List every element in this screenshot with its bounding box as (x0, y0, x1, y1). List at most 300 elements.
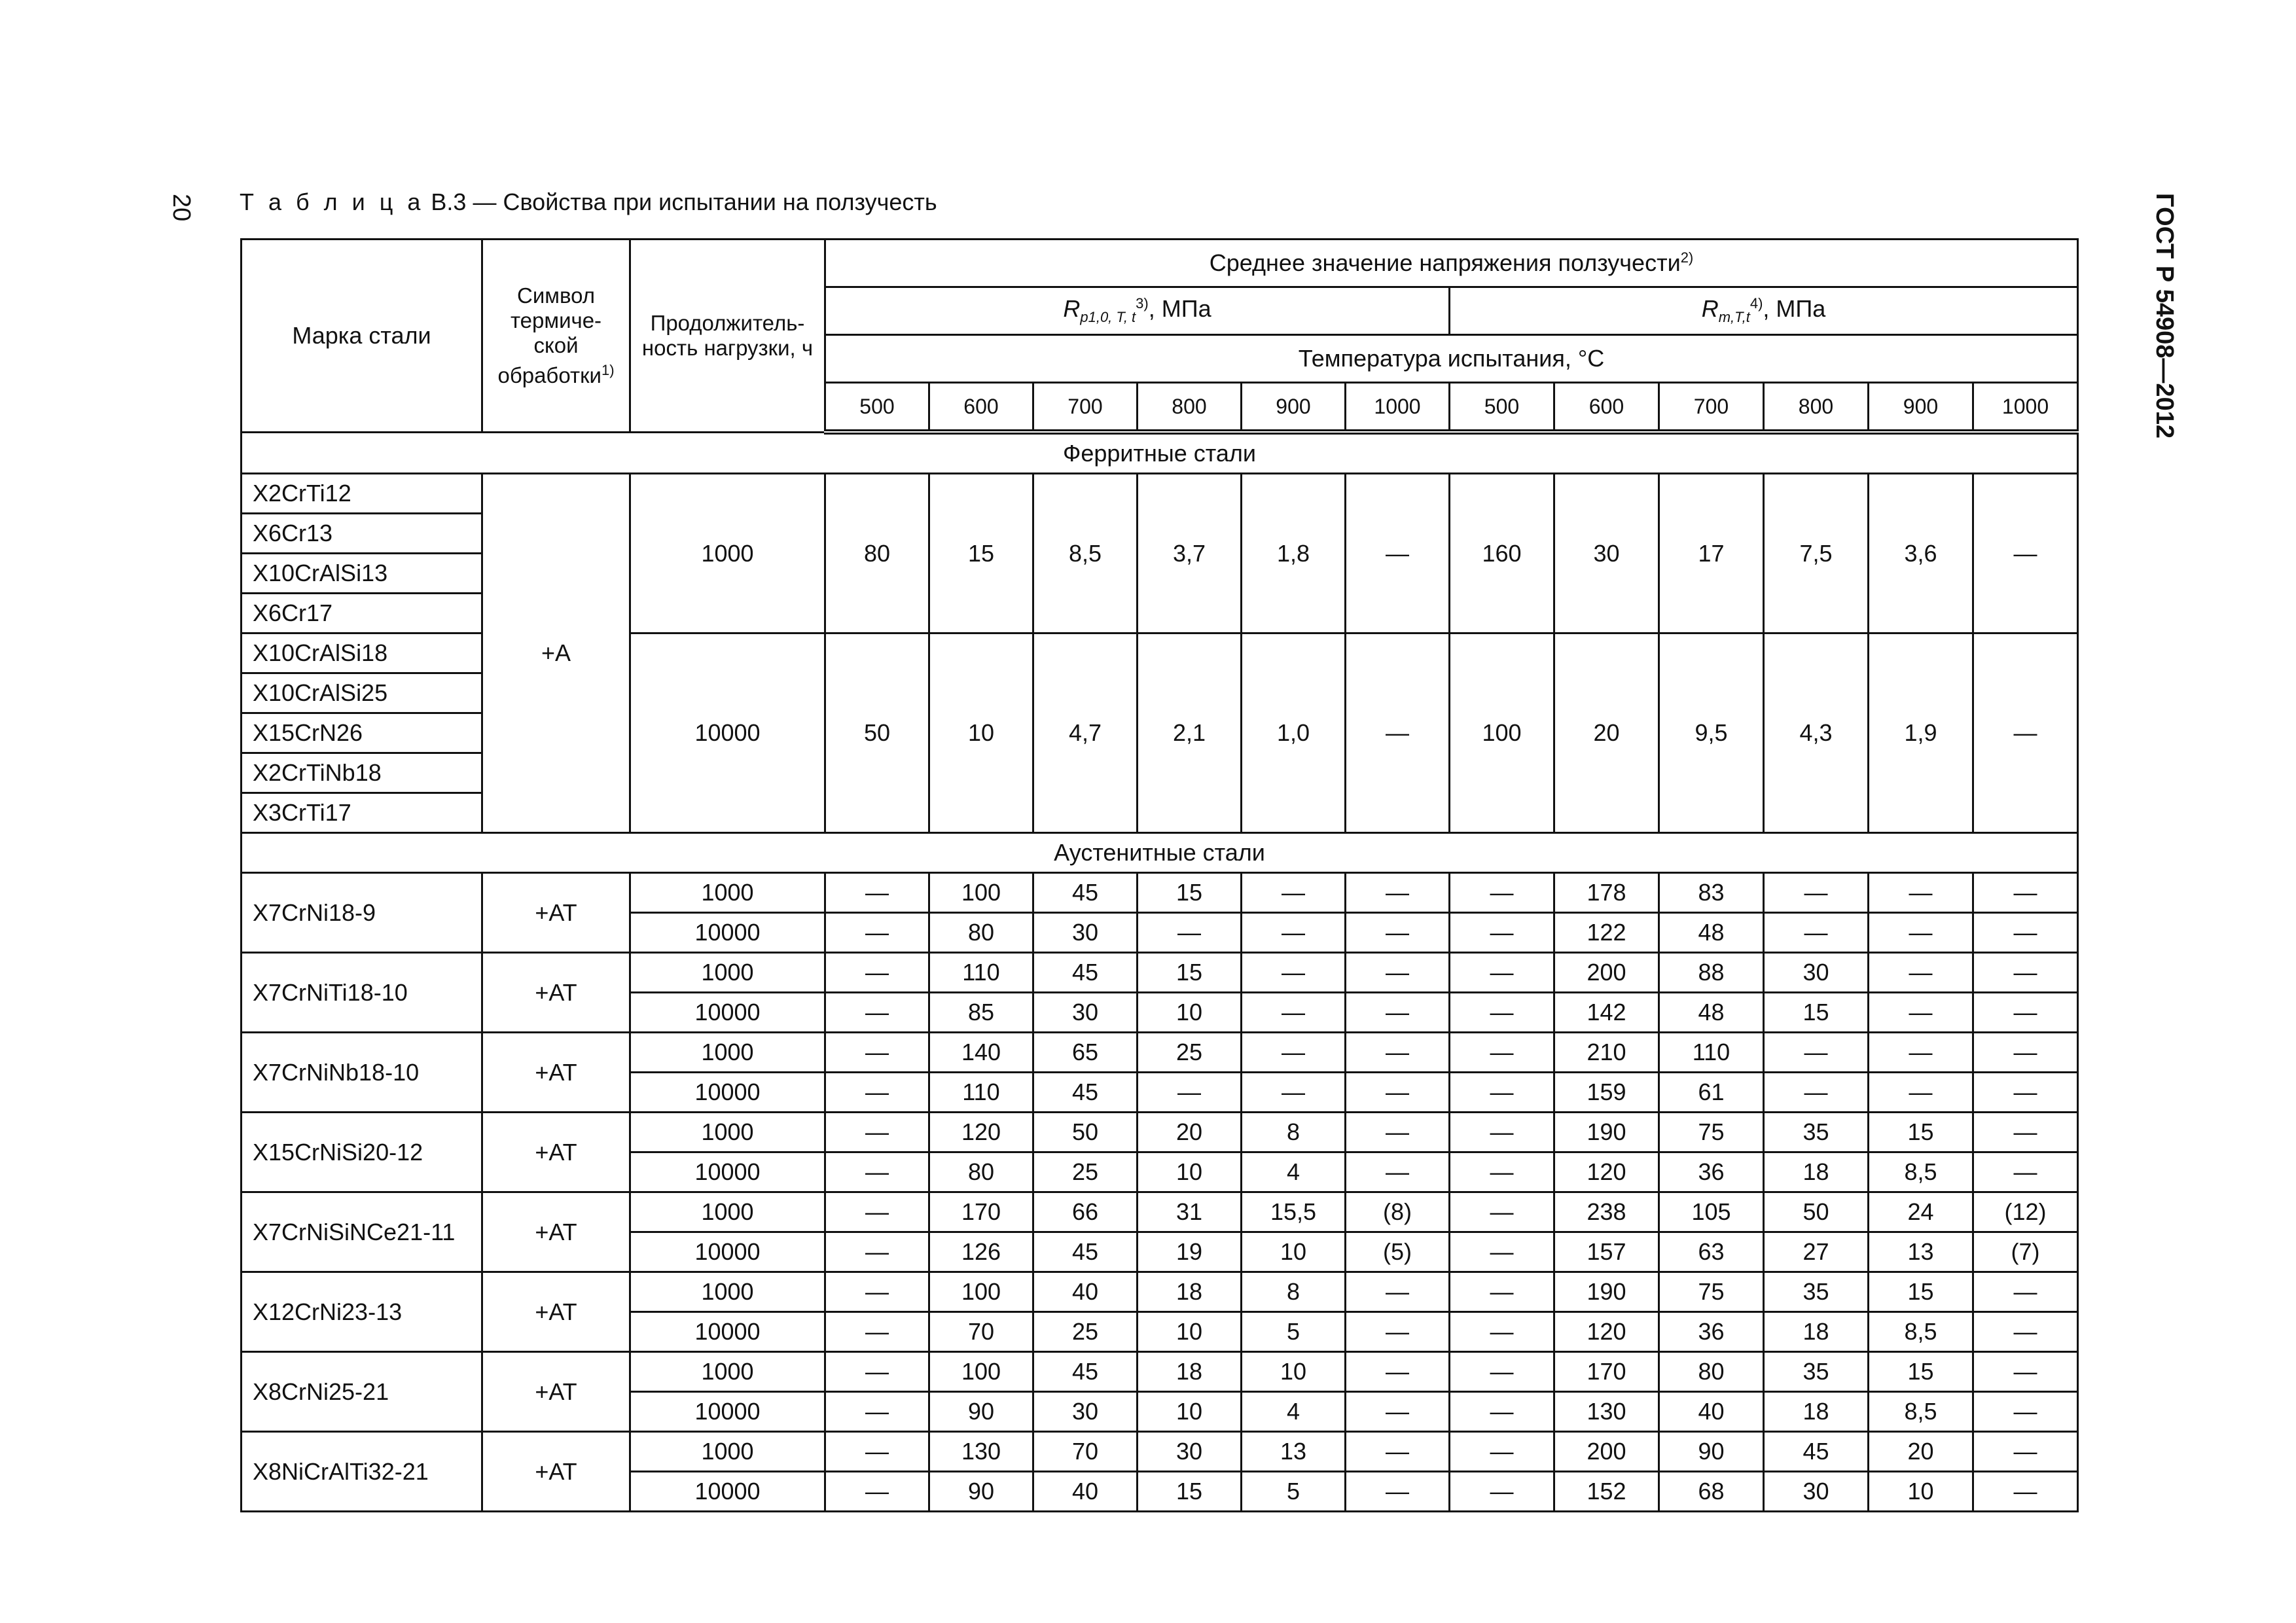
value-cell: — (1973, 1152, 2078, 1192)
value-cell: 66 (1033, 1192, 1138, 1232)
value-cell: — (825, 1272, 929, 1312)
steel-grade-cell: X10CrAlSi18 (242, 633, 482, 673)
value-cell: 170 (1554, 1352, 1659, 1392)
table-row (242, 1432, 2078, 1472)
value-cell: — (1346, 633, 1450, 833)
value-cell: — (825, 1472, 929, 1512)
value-cell: 36 (1659, 1312, 1764, 1352)
value-cell: — (1450, 1432, 1554, 1472)
value-cell: 40 (1033, 1472, 1138, 1512)
value-cell: 31 (1138, 1192, 1242, 1232)
value-cell: 3,6 (1869, 474, 1973, 633)
value-cell: — (1869, 873, 1973, 913)
value-cell: 2,1 (1138, 633, 1242, 833)
value-cell: — (1450, 993, 1554, 1033)
value-cell: 25 (1138, 1033, 1242, 1073)
duration-cell: 10000 (630, 993, 825, 1033)
value-cell: 90 (929, 1392, 1033, 1432)
steel-grade-cell: X3CrTi17 (242, 793, 482, 833)
steel-grade-cell: X6Cr17 (242, 594, 482, 633)
value-cell: — (1450, 1472, 1554, 1512)
value-cell: 15 (1764, 993, 1869, 1033)
value-cell: — (1869, 1033, 1973, 1073)
value-cell: — (1450, 1152, 1554, 1192)
steel-grade-cell: X2CrTi12 (242, 474, 482, 514)
header-duration: Продолжитель-ность нагрузки, ч (630, 240, 825, 433)
value-cell: 18 (1764, 1392, 1869, 1432)
page-number: 20 (168, 194, 195, 222)
value-cell: 4,7 (1033, 633, 1138, 833)
value-cell: 105 (1659, 1192, 1764, 1232)
value-cell: — (1450, 1033, 1554, 1073)
value-cell: — (1764, 913, 1869, 953)
header-heat-treatment (482, 240, 630, 433)
value-cell: 68 (1659, 1472, 1764, 1512)
value-cell: 157 (1554, 1232, 1659, 1272)
duration-cell: 10000 (630, 1312, 825, 1352)
value-cell: 100 (1450, 633, 1554, 833)
value-cell: 210 (1554, 1033, 1659, 1073)
value-cell: 120 (1554, 1312, 1659, 1352)
treatment-cell: +AT (482, 1113, 630, 1192)
rp-subscript: p1,0, T, t (1080, 309, 1136, 326)
value-cell: 83 (1659, 873, 1764, 913)
value-cell: — (1973, 873, 2078, 913)
value-cell: — (1346, 953, 1450, 993)
value-cell: 35 (1764, 1113, 1869, 1152)
value-cell: 30 (1764, 1472, 1869, 1512)
value-cell: — (1450, 913, 1554, 953)
value-cell: 15 (929, 474, 1033, 633)
value-cell: 15 (1869, 1352, 1973, 1392)
temp-cell: 600 (1554, 383, 1659, 433)
duration-cell: 1000 (630, 1432, 825, 1472)
value-cell: 40 (1033, 1272, 1138, 1312)
duration-cell: 10000 (630, 1232, 825, 1272)
value-cell: 122 (1554, 913, 1659, 953)
value-cell: 18 (1138, 1272, 1242, 1312)
value-cell: 15 (1869, 1272, 1973, 1312)
value-cell: 90 (1659, 1432, 1764, 1472)
value-cell: — (825, 1192, 929, 1232)
duration-cell: 1000 (630, 1113, 825, 1152)
rm-symbol: R (1701, 295, 1719, 323)
value-cell: — (1973, 913, 2078, 953)
value-cell: 63 (1659, 1232, 1764, 1272)
standard-designation: ГОСТ Р 54908—2012 (2151, 193, 2178, 438)
steel-grade-cell: X15CrNiSi20-12 (242, 1113, 482, 1192)
table-row (242, 1033, 2078, 1073)
value-cell: — (1450, 873, 1554, 913)
value-cell: — (825, 993, 929, 1033)
value-cell: 142 (1554, 993, 1659, 1033)
treatment-cell: +AT (482, 1272, 630, 1352)
steel-grade-cell: X12CrNi23-13 (242, 1272, 482, 1352)
temp-cell: 700 (1033, 383, 1138, 433)
duration-cell: 10000 (630, 1152, 825, 1192)
steel-grade-cell: X7CrNi18-9 (242, 873, 482, 953)
value-cell: 20 (1869, 1432, 1973, 1472)
value-cell: 27 (1764, 1232, 1869, 1272)
value-cell: 120 (929, 1113, 1033, 1152)
value-cell: — (1869, 1073, 1973, 1113)
footnote-3: 3) (1136, 295, 1149, 312)
value-cell: — (1450, 1352, 1554, 1392)
value-cell: — (1242, 1033, 1346, 1073)
value-cell: 5 (1242, 1312, 1346, 1352)
value-cell: 61 (1659, 1073, 1764, 1113)
temp-cell: 900 (1242, 383, 1346, 433)
value-cell: 100 (929, 1272, 1033, 1312)
value-cell: — (1346, 474, 1450, 633)
value-cell: — (1346, 993, 1450, 1033)
temp-cell: 800 (1764, 383, 1869, 433)
value-cell: 30 (1138, 1432, 1242, 1472)
header-mean-stress (825, 240, 2078, 287)
value-cell: 30 (1033, 913, 1138, 953)
value-cell: 4,3 (1764, 633, 1869, 833)
value-cell: 110 (1659, 1033, 1764, 1073)
value-cell: — (825, 1113, 929, 1152)
treatment-cell: +AT (482, 1432, 630, 1512)
duration-cell: 1000 (630, 1192, 825, 1232)
temp-cell: 700 (1659, 383, 1764, 433)
steel-grade-cell: X10CrAlSi13 (242, 554, 482, 594)
footnote-4: 4) (1749, 295, 1763, 312)
value-cell: 15 (1869, 1113, 1973, 1152)
value-cell: — (1869, 993, 1973, 1033)
value-cell: 24 (1869, 1192, 1973, 1232)
temp-cell: 500 (825, 383, 929, 433)
value-cell: — (1973, 953, 2078, 993)
value-cell: — (825, 1432, 929, 1472)
value-cell: — (1450, 953, 1554, 993)
value-cell: — (1346, 873, 1450, 913)
value-cell: — (1973, 1033, 2078, 1073)
value-cell: 10 (1138, 1312, 1242, 1352)
value-cell: — (1346, 913, 1450, 953)
duration-cell: 10000 (630, 1392, 825, 1432)
header-test-temperature: Температура испытания, °C (825, 335, 2078, 383)
value-cell: 20 (1138, 1113, 1242, 1152)
value-cell: 25 (1033, 1152, 1138, 1192)
value-cell: 10 (1138, 993, 1242, 1033)
value-cell: — (1346, 1152, 1450, 1192)
value-cell: — (1973, 633, 2078, 833)
value-cell: 152 (1554, 1472, 1659, 1512)
duration-cell: 10000 (630, 913, 825, 953)
value-cell: — (1242, 1073, 1346, 1113)
treatment-cell: +AT (482, 1352, 630, 1432)
value-cell: — (1450, 1113, 1554, 1152)
table-row (242, 1272, 2078, 1312)
duration-cell: 1000 (630, 1272, 825, 1312)
value-cell: (7) (1973, 1232, 2078, 1272)
treatment-cell: +AT (482, 953, 630, 1033)
value-cell: — (1242, 993, 1346, 1033)
value-cell: 5 (1242, 1472, 1346, 1512)
value-cell: 110 (929, 1073, 1033, 1113)
footnote-1: 1) (601, 361, 615, 378)
value-cell: 1,9 (1869, 633, 1973, 833)
treatment-cell: +AT (482, 1192, 630, 1272)
value-cell: 7,5 (1764, 474, 1869, 633)
value-cell: 8,5 (1869, 1152, 1973, 1192)
value-cell: — (825, 1033, 929, 1073)
value-cell: — (1346, 1033, 1450, 1073)
value-cell: 8 (1242, 1113, 1346, 1152)
value-cell: (5) (1346, 1232, 1450, 1272)
value-cell: — (1869, 953, 1973, 993)
duration-cell: 1000 (630, 1352, 825, 1392)
value-cell: 238 (1554, 1192, 1659, 1232)
value-cell: 50 (1033, 1113, 1138, 1152)
value-cell: 8,5 (1033, 474, 1138, 633)
value-cell: (8) (1346, 1192, 1450, 1232)
value-cell: — (825, 873, 929, 913)
value-cell: — (1450, 1272, 1554, 1312)
value-cell: 15 (1138, 953, 1242, 993)
value-cell: 18 (1138, 1352, 1242, 1392)
temp-cell: 600 (929, 383, 1033, 433)
value-cell: 45 (1033, 953, 1138, 993)
value-cell: 9,5 (1659, 633, 1764, 833)
value-cell: — (1973, 1312, 2078, 1352)
value-cell: 70 (929, 1312, 1033, 1352)
value-cell: 160 (1450, 474, 1554, 633)
value-cell: 4 (1242, 1392, 1346, 1432)
value-cell: 140 (929, 1033, 1033, 1073)
steel-grade-cell: X8CrNi25-21 (242, 1352, 482, 1432)
value-cell: — (1973, 1392, 2078, 1432)
table-caption (240, 188, 937, 216)
value-cell: — (1450, 1192, 1554, 1232)
value-cell: 48 (1659, 913, 1764, 953)
value-cell: 8,5 (1869, 1392, 1973, 1432)
value-cell: 15,5 (1242, 1192, 1346, 1232)
value-cell: — (1346, 1073, 1450, 1113)
duration-cell: 1000 (630, 1033, 825, 1073)
value-cell: 80 (929, 1152, 1033, 1192)
value-cell: 25 (1033, 1312, 1138, 1352)
value-cell: 130 (1554, 1392, 1659, 1432)
steel-grade-cell: X7CrNiTi18-10 (242, 953, 482, 1033)
value-cell: — (1346, 1432, 1450, 1472)
value-cell: 10 (1242, 1232, 1346, 1272)
value-cell: 15 (1138, 1472, 1242, 1512)
value-cell: 17 (1659, 474, 1764, 633)
value-cell: — (1346, 1312, 1450, 1352)
section-row (242, 833, 2078, 873)
value-cell: 30 (1554, 474, 1659, 633)
value-cell: 75 (1659, 1272, 1764, 1312)
value-cell: — (825, 953, 929, 993)
steel-grade-cell: X6Cr13 (242, 514, 482, 554)
value-cell: 45 (1764, 1432, 1869, 1472)
mean-stress-label: Среднее значение напряжения ползучести (1209, 249, 1681, 276)
steel-grade-cell: X2CrTiNb18 (242, 753, 482, 793)
creep-properties-table (240, 238, 2079, 1512)
value-cell: 80 (1659, 1352, 1764, 1392)
temp-cell: 800 (1138, 383, 1242, 433)
rp-symbol: R (1063, 295, 1081, 323)
value-cell: — (1138, 913, 1242, 953)
value-cell: — (1973, 1073, 2078, 1113)
value-cell: 200 (1554, 1432, 1659, 1472)
value-cell: 20 (1554, 633, 1659, 833)
value-cell: 50 (825, 633, 929, 833)
value-cell: 48 (1659, 993, 1764, 1033)
value-cell: — (825, 1152, 929, 1192)
value-cell: 45 (1033, 873, 1138, 913)
duration-cell: 1000 (630, 873, 825, 913)
value-cell: 120 (1554, 1152, 1659, 1192)
value-cell: 8 (1242, 1272, 1346, 1312)
value-cell: 110 (929, 953, 1033, 993)
value-cell: 10 (1138, 1152, 1242, 1192)
value-cell: — (1242, 873, 1346, 913)
value-cell: 85 (929, 993, 1033, 1033)
ferritic-section-title: Ферритные стали (242, 432, 2078, 474)
value-cell: — (1346, 1392, 1450, 1432)
table-row (242, 873, 2078, 913)
value-cell: 3,7 (1138, 474, 1242, 633)
value-cell: 80 (929, 913, 1033, 953)
duration-cell: 10000 (630, 1073, 825, 1113)
value-cell: — (825, 1232, 929, 1272)
value-cell: — (1346, 1352, 1450, 1392)
caption-title: В.3 — Свойства при испытании на ползучесть (431, 188, 937, 215)
duration-cell: 10000 (630, 1472, 825, 1512)
temp-cell: 1000 (1973, 383, 2078, 433)
value-cell: 30 (1033, 993, 1138, 1033)
steel-grade-cell: X7CrNiNb18-10 (242, 1033, 482, 1113)
temp-cell: 900 (1869, 383, 1973, 433)
table-row (242, 474, 2078, 514)
value-cell: 190 (1554, 1272, 1659, 1312)
value-cell: 126 (929, 1232, 1033, 1272)
value-cell: — (1138, 1073, 1242, 1113)
value-cell: — (1450, 1312, 1554, 1352)
value-cell: 159 (1554, 1073, 1659, 1113)
steel-grade-cell: X8NiCrAlTi32-21 (242, 1432, 482, 1512)
value-cell: 35 (1764, 1272, 1869, 1312)
value-cell: — (1450, 1232, 1554, 1272)
header-steel-grade: Марка стали (242, 240, 482, 433)
table-row (242, 953, 2078, 993)
value-cell: — (825, 1352, 929, 1392)
value-cell: 45 (1033, 1232, 1138, 1272)
steel-grade-cell: X10CrAlSi25 (242, 673, 482, 713)
value-cell: — (1973, 1272, 2078, 1312)
value-cell: — (1764, 1033, 1869, 1073)
value-cell: (12) (1973, 1192, 2078, 1232)
treatment-cell: +A (482, 474, 630, 833)
value-cell: — (825, 1392, 929, 1432)
value-cell: — (1869, 913, 1973, 953)
value-cell: 170 (929, 1192, 1033, 1232)
value-cell: 15 (1138, 873, 1242, 913)
value-cell: 35 (1764, 1352, 1869, 1392)
heat-treatment-label: Символ термиче-ской обработки (497, 283, 602, 387)
value-cell: 75 (1659, 1113, 1764, 1152)
rm-unit: , МПа (1763, 295, 1826, 323)
value-cell: 45 (1033, 1352, 1138, 1392)
value-cell: 40 (1659, 1392, 1764, 1432)
value-cell: — (1346, 1472, 1450, 1512)
table-row (242, 1352, 2078, 1392)
value-cell: 130 (929, 1432, 1033, 1472)
value-cell: 30 (1764, 953, 1869, 993)
value-cell: — (1973, 1352, 2078, 1392)
treatment-cell: +AT (482, 873, 630, 953)
value-cell: 18 (1764, 1312, 1869, 1352)
value-cell: — (1242, 913, 1346, 953)
value-cell: — (1764, 1073, 1869, 1113)
value-cell: 13 (1869, 1232, 1973, 1272)
value-cell: — (1973, 1472, 2078, 1512)
value-cell: — (1973, 993, 2078, 1033)
steel-grade-cell: X15CrN26 (242, 713, 482, 753)
temp-cell: 1000 (1346, 383, 1450, 433)
value-cell: — (825, 913, 929, 953)
value-cell: 88 (1659, 953, 1764, 993)
value-cell: 19 (1138, 1232, 1242, 1272)
steel-grade-cell: X7CrNiSiNCe21-11 (242, 1192, 482, 1272)
rm-subscript: m,T,t (1718, 309, 1750, 326)
value-cell: 10 (1242, 1352, 1346, 1392)
value-cell: 45 (1033, 1073, 1138, 1113)
value-cell: 100 (929, 873, 1033, 913)
header-rm (1450, 287, 2078, 335)
rp-unit: , МПа (1148, 295, 1211, 323)
value-cell: 1,8 (1242, 474, 1346, 633)
value-cell: 4 (1242, 1152, 1346, 1192)
value-cell: 80 (825, 474, 929, 633)
duration-cell: 10000 (630, 633, 825, 833)
treatment-cell: +AT (482, 1033, 630, 1113)
value-cell: — (1346, 1272, 1450, 1312)
value-cell: — (1346, 1113, 1450, 1152)
value-cell: — (1764, 873, 1869, 913)
value-cell: 90 (929, 1472, 1033, 1512)
value-cell: 10 (1138, 1392, 1242, 1432)
value-cell: 100 (929, 1352, 1033, 1392)
value-cell: — (1973, 474, 2078, 633)
value-cell: 70 (1033, 1432, 1138, 1472)
value-cell: 36 (1659, 1152, 1764, 1192)
value-cell: — (825, 1073, 929, 1113)
section-row (242, 432, 2078, 474)
value-cell: — (1973, 1113, 2078, 1152)
value-cell: 200 (1554, 953, 1659, 993)
value-cell: 8,5 (1869, 1312, 1973, 1352)
value-cell: 18 (1764, 1152, 1869, 1192)
value-cell: 50 (1764, 1192, 1869, 1232)
austenitic-section-title: Аустенитные стали (242, 833, 2078, 873)
value-cell: 178 (1554, 873, 1659, 913)
value-cell: 65 (1033, 1033, 1138, 1073)
value-cell: — (1450, 1392, 1554, 1432)
value-cell: — (1242, 953, 1346, 993)
table-row (242, 1192, 2078, 1232)
value-cell: 10 (1869, 1472, 1973, 1512)
value-cell: 30 (1033, 1392, 1138, 1432)
table-body (242, 432, 2078, 1512)
value-cell: 190 (1554, 1113, 1659, 1152)
caption-prefix: Т а б л и ц а (240, 188, 425, 215)
value-cell: 13 (1242, 1432, 1346, 1472)
